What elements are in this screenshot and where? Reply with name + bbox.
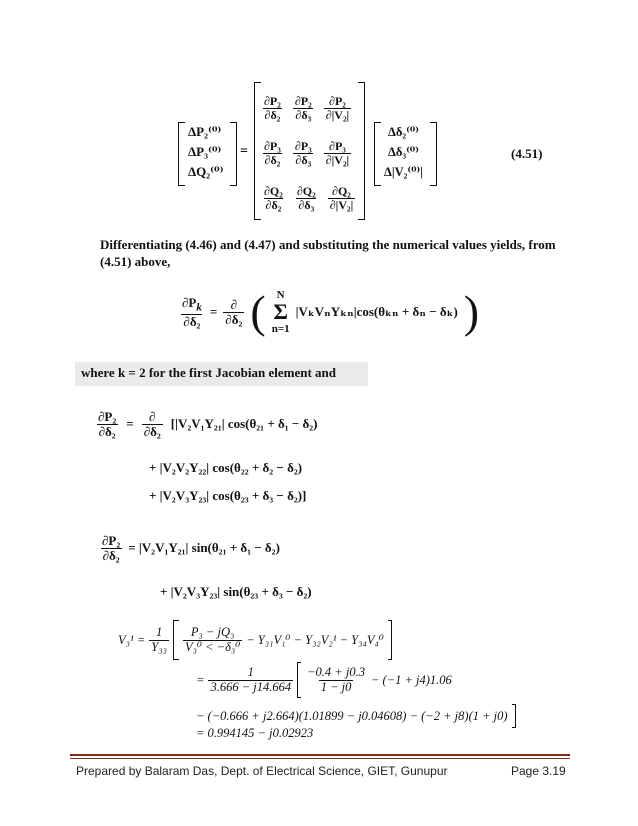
line2-rest: − (−1 + j4)1.06	[370, 672, 452, 687]
lhs-bracket-right	[230, 122, 237, 186]
matrix-equation	[178, 82, 618, 222]
footer-rule-thin	[70, 758, 570, 759]
rhs-entry: Δ|V₂⁽⁰⁾|	[384, 165, 424, 179]
jacobian-cell: $\frac{\text{∂P₃}}{\text{∂δ₃}}$	[294, 139, 312, 167]
coef-fraction: $\frac{1}{\text{Y₃₃}}$	[151, 625, 167, 654]
summation-body: |VₖVₙYₖₙ|cos(θₖₙ + δₙ − δₖ)	[295, 304, 458, 319]
v3-line3: − (−0.666 + j2.664)(1.01899 − j0.04608) − (−2 + j8)(1 + j0)	[196, 708, 508, 723]
footer-credit: Prepared by Balaram Das, Dept. of Electrical Science, GIET, Gunupur	[76, 764, 448, 778]
bracket-right	[388, 620, 392, 660]
bracket-left	[173, 620, 179, 660]
cos-expansion-equation	[96, 410, 556, 520]
v3-lhs: V₃¹ =	[118, 632, 146, 647]
bracket-left	[297, 662, 301, 698]
lhs-entry: ΔP₂⁽⁰⁾	[188, 124, 222, 139]
right-paren: )	[463, 286, 480, 337]
cos-term-3: + |V₂V₃Y₂₃| cos(θ₂₃ + δ₃ − δ₂)]	[149, 488, 307, 503]
sin-term-2: + |V₂V₃Y₂₃| sin(θ₂₃ + δ₃ − δ₂)	[160, 584, 312, 599]
cos-term-2: + |V₂V₂Y₂₂| cos(θ₂₂ + δ₂ − δ₂)	[149, 460, 303, 475]
jacobian-cell: $\frac{\text{∂P₂}}{\text{∂δ₃}}$	[294, 94, 312, 122]
paragraph-differentiating	[100, 236, 570, 270]
line2-coef-fraction: $\frac{1}{3.666 - j14.664}$	[210, 665, 292, 694]
lhs-fraction: $\frac{\text{∂P₂}}{\text{∂δ₂}}$	[98, 409, 117, 439]
inner-fraction: $\frac{\text{P₃ − jQ₃}}{\text{V₃⁰ < −δ₃⁰}}$	[184, 625, 241, 654]
rhs-bracket-left	[374, 122, 381, 186]
lhs-bracket-left	[178, 122, 185, 184]
jacobian-cell: $\frac{\text{∂Q₂}}{\text{∂δ₂}}$	[264, 184, 283, 212]
jacobian-matrix	[262, 86, 355, 221]
general-derivative-equation	[180, 282, 479, 342]
v3-equation: V₃¹ = $\frac{1}{\text{Y₃₃}}$ $\frac{\text{P₃ − jQ₃}}{\text{V₃⁰ < −δ₃⁰}}$ − Y₃₁V₁⁰ − Y₃₂V₂¹ − Y₃₄V₄⁰ = $\frac{1}{3.666 - j14.664}$ $\frac{-0.4 + j0.3}{1 - j0}$ − (−1 + j4)1.06 − (−0.666 + j2.664)(1.01899 − j0.04608) − (−2 + j8)(1 + j0) = 0.994145 − j0.02923	[118, 620, 548, 740]
page-number: Page 3.19	[511, 764, 566, 778]
jacobian-cell: $\frac{\text{∂Q₂}}{\text{∂|V₂|}}$	[329, 184, 354, 212]
equals-sign: =	[126, 416, 134, 432]
inner-rest: − Y₃₁V₁⁰ − Y₃₂V₂¹ − Y₃₄V₄⁰	[246, 633, 384, 647]
rhs-bracket-right	[430, 122, 437, 186]
jacobian-cell: $\frac{\text{∂P₂}}{\text{∂|V₂|}}$	[325, 94, 350, 122]
cos-term-1: [|V₂V₁Y₂₁| cos(θ₂₁ + δ₁ − δ₂)	[170, 416, 318, 432]
highlighted-sentence-box	[75, 362, 368, 386]
footer-rule	[70, 754, 570, 756]
summation: N Σ n=1	[271, 289, 290, 335]
jacobian-cell: $\frac{\text{∂P₃}}{\text{∂|V₂|}}$	[325, 139, 350, 167]
bracket-right	[512, 704, 516, 728]
lhs-fraction: $\frac{\text{∂P₂}}{\text{∂δ₂}}$	[102, 533, 121, 563]
sin-term-1: = |V₂V₁Y₂₁| sin(θ₂₁ + δ₁ − δ₂)	[128, 540, 280, 556]
paragraph-line: Differentiating (4.46) and (4.47) and substituting the numerical values yields, from	[100, 237, 556, 252]
paragraph-line: (4.51) above,	[100, 254, 171, 269]
line2-fraction: $\frac{-0.4 + j0.3}{1 - j0}$	[307, 665, 365, 694]
operator-fraction: $\frac{\partial}{\text{∂δ₂}}$	[143, 409, 161, 439]
rhs-vector	[384, 122, 423, 182]
jacobian-cell: $\frac{\text{∂Q₂}}{\text{∂δ₃}}$	[296, 184, 316, 212]
left-paren: (	[250, 286, 266, 337]
lhs-entry: ΔP₃⁽⁰⁾	[188, 144, 222, 159]
rhs-entry: Δδ₂⁽⁰⁾	[388, 125, 420, 139]
jacobian-cell: $\frac{\text{∂P₃}}{\text{∂δ₂}}$	[264, 139, 281, 167]
equals-sign: =	[240, 144, 248, 159]
equals-sign: =	[209, 304, 218, 319]
lhs-fraction: $\frac{\partial P_k}{\text{∂δ₂}}$	[182, 294, 202, 329]
paragraph-where-k: where k = 2 for the first Jacobian element and	[81, 365, 336, 380]
jacobian-cell: $\frac{\text{∂P₂}}{\text{∂δ₂}}$	[264, 94, 281, 122]
equation-label: (4.51)	[511, 146, 543, 161]
sin-expansion-equation	[100, 534, 520, 614]
jacobian-bracket-right	[358, 82, 365, 220]
jacobian-bracket-left	[254, 82, 261, 220]
lhs-entry: ΔQ₂⁽⁰⁾	[188, 164, 224, 179]
operator-fraction: $\frac{\partial}{\text{∂δ₂}}$	[225, 296, 243, 327]
v3-result: = 0.994145 − j0.02923	[196, 726, 314, 740]
lhs-vector	[188, 122, 224, 182]
rhs-entry: Δδ₃⁽⁰⁾	[388, 145, 420, 159]
